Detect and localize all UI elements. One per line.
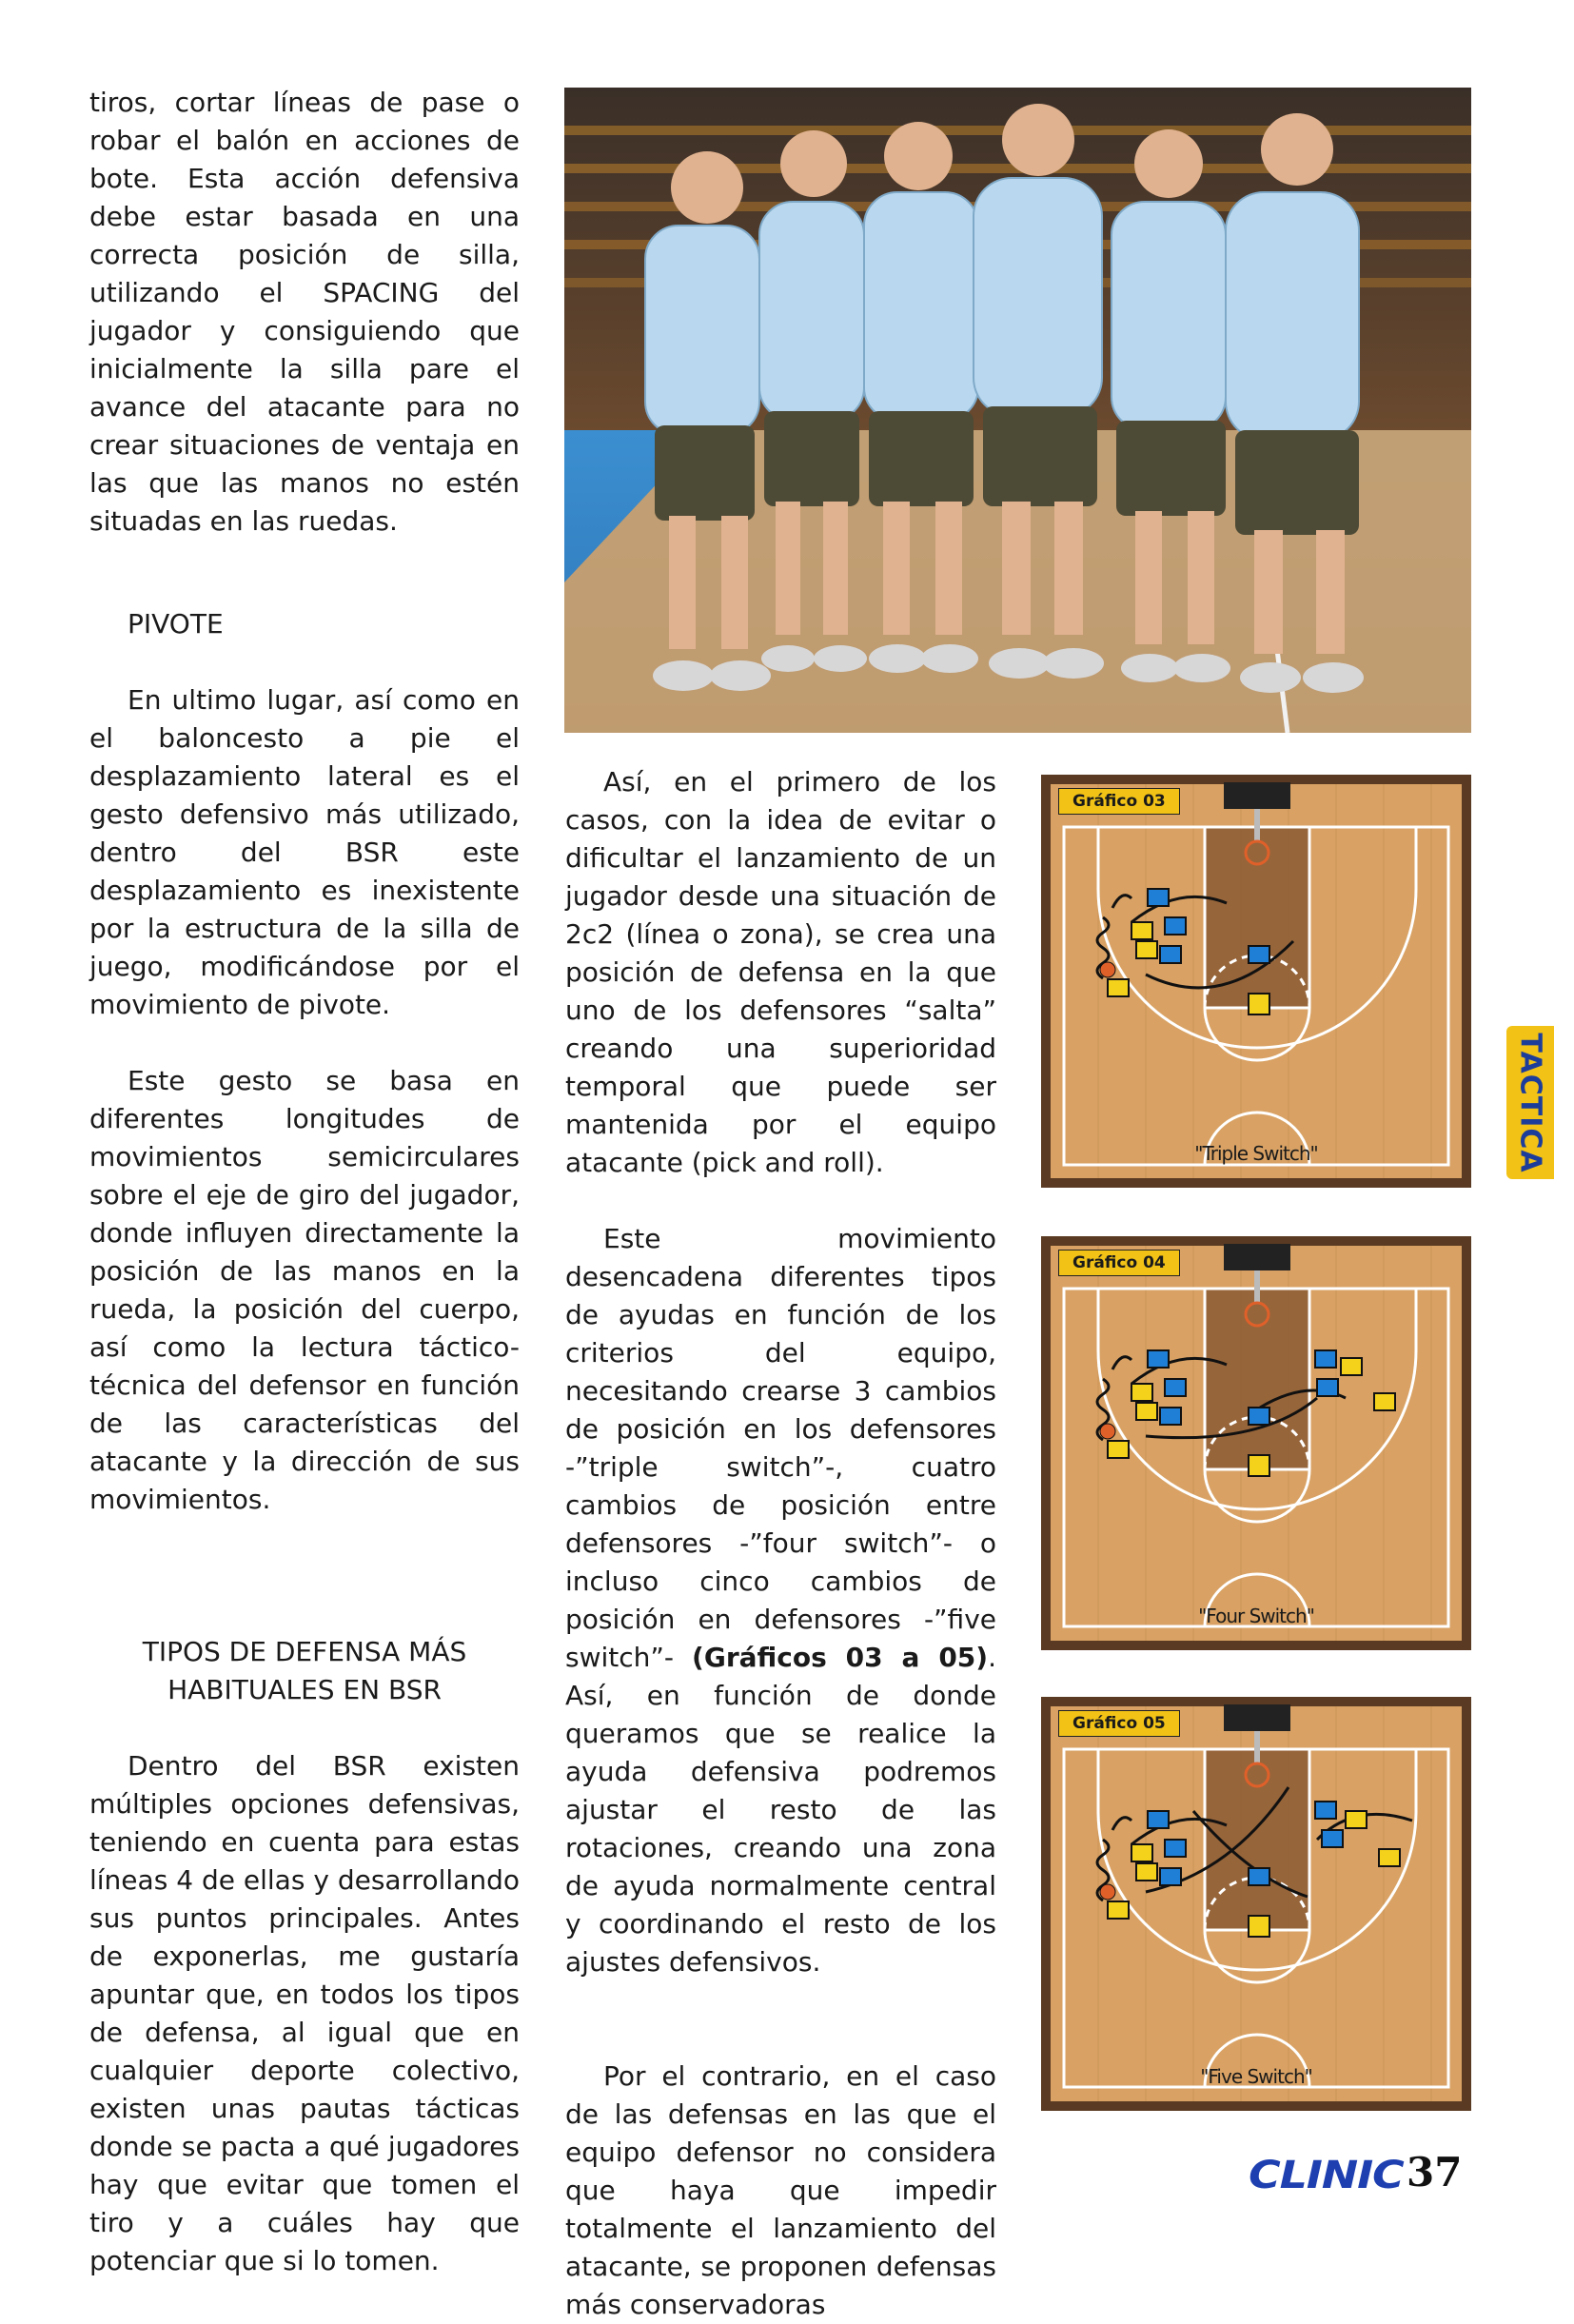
middle-column xyxy=(565,763,996,2324)
paragraph: Por el contrario, en el caso de las defensas en las que el equipo defensor no considera que haya que impedir totalmente el lanzamiento del atacante, se proponen defensas más conservadoras xyxy=(565,2060,996,2320)
graphic-label: Gráfico 05 xyxy=(1058,1710,1180,1737)
team-photo xyxy=(564,88,1471,733)
section-heading-pivote: PIVOTE xyxy=(128,608,224,640)
graphic-title: "Triple Switch" xyxy=(1194,1142,1318,1165)
court-diagram xyxy=(1041,775,1471,1188)
paragraph: tiros, cortar líneas de pase o robar el balón en acciones de bote. Esta acción defensiva debe estar basada en una correcta posición de silla, utilizando el SPACING del jugador y consiguiendo que inicialmente la silla pare el avance del atacante para no crear situaciones de ventaja en las que las manos no estén situadas en las ruedas. xyxy=(89,87,520,537)
graphic-03 xyxy=(1041,775,1471,1188)
left-column xyxy=(89,84,520,2280)
paragraph: Dentro del BSR existen múltiples opciones defensivas, teniendo en cuenta para estas líneas 4 de ellas y desarrollando sus puntos principales. Antes de exponerlas, me gustaría apuntar que, en todos los tipos de defensa, al igual que en cualquier deporte colectivo, existen unas pautas tácticas donde se pacta a qué jugadores hay que evitar que tomen el tiro y a cuáles hay que potenciar que si lo tomen. xyxy=(89,1750,520,2276)
graphic-label: Gráfico 04 xyxy=(1058,1250,1180,1276)
figure-reference: (Gráficos 03 a 05) xyxy=(692,1642,989,1673)
section-heading-tipos: TIPOS DE DEFENSA MÁS HABITUALES EN BSR xyxy=(142,1636,467,1705)
graphic-title: "Four Switch" xyxy=(1198,1605,1314,1627)
graphic-label: Gráfico 03 xyxy=(1058,788,1180,815)
section-tab xyxy=(1506,1026,1554,1179)
paragraph: En ultimo lugar, así como en el baloncesto a pie el desplazamiento lateral es el gesto defensivo más utilizado, dentro del BSR este desplazamiento es inexistente por la estructura de la silla de juego, modificándose por el movimiento de pivote. xyxy=(89,684,520,1020)
graphic-title: "Five Switch" xyxy=(1200,2065,1312,2088)
graphic-05 xyxy=(1041,1697,1471,2111)
court-diagram xyxy=(1041,1236,1471,1650)
paragraph: Así, en el primero de los casos, con la idea de evitar o dificultar el lanzamiento de un jugador desde una situación de 2c2 (línea o zona), se crea una posición de defensa en la que uno de los defensores “salta” creando una superioridad temporal que puede ser mantenida por el equipo atacante (pick and roll). xyxy=(565,766,996,1178)
magazine-logo: CLINIC xyxy=(1249,2154,1404,2197)
paragraph xyxy=(565,1220,996,1981)
page-number: 37 xyxy=(1407,2149,1463,2196)
paragraph: Este gesto se basa en diferentes longitudes de movimientos semicirculares sobre el eje de giro del jugador, donde influyen directamente la posición de las manos en la rueda, la posición del cuerpo, así como la lectura táctico-técnica del defensor en función de las características del atacante y la dirección de sus movimientos. xyxy=(89,1065,520,1515)
paragraph-text: Este movimiento desencadena diferentes tipos de ayudas en función de los criterios del equipo, necesitando crearse 3 cambios de posición en los defensores -”triple switch”-, cuatro cambios de posición entre defensores -”four switch”- o incluso cinco cambios de posición en defensores -”five switch”- xyxy=(565,1223,996,1673)
team-photo-illustration xyxy=(564,88,1471,733)
court-diagram xyxy=(1041,1697,1471,2111)
section-tab-label: TACTICA xyxy=(1513,1032,1547,1173)
paragraph-text: . Así, en función de donde queramos que se realice la ayuda defensiva podremos ajustar el resto de las rotaciones, creando una zona de ayuda normalmente central y coordinando el resto de los ajustes defensivos. xyxy=(565,1642,996,1978)
graphic-04 xyxy=(1041,1236,1471,1650)
